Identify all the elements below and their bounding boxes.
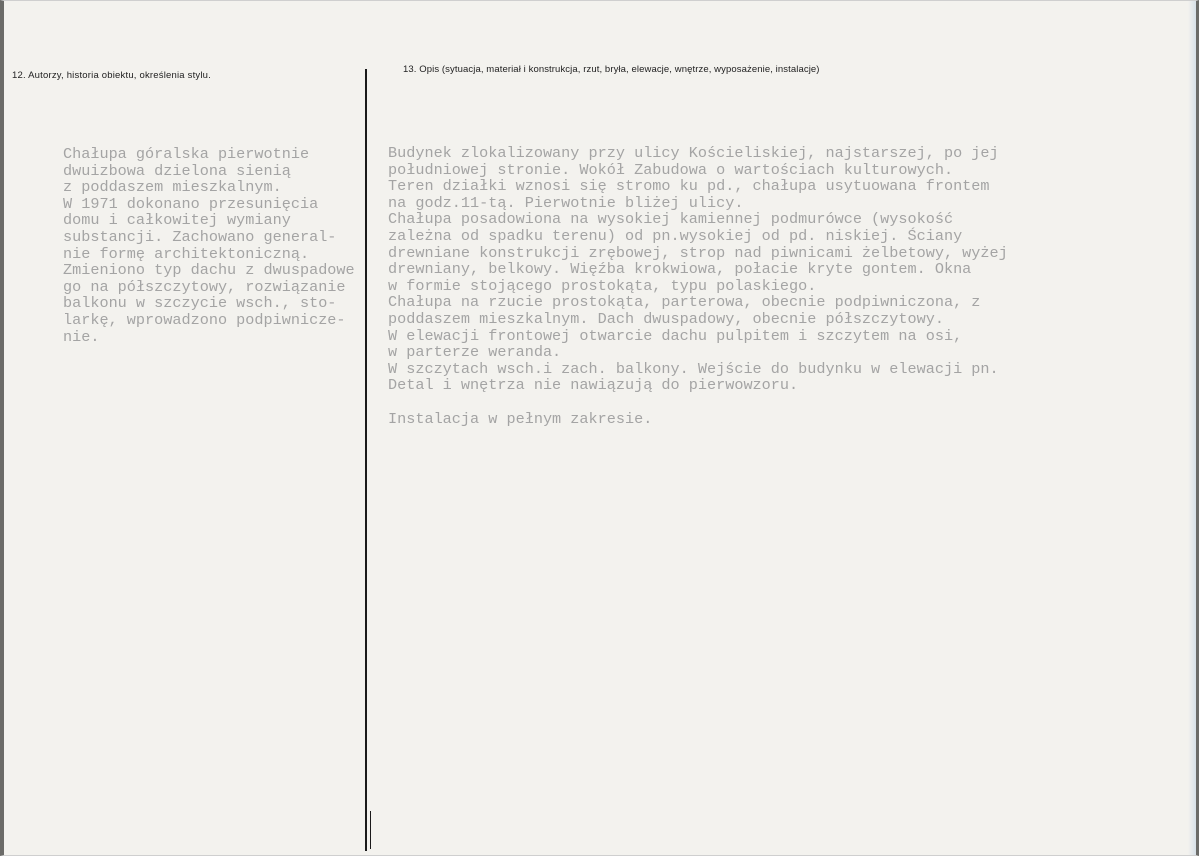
typed-line: Chałupa na rzucie prostokąta, parterowa, obecnie podpiwniczona, z (388, 293, 981, 312)
field-13-label: 13. Opis (sytuacja, materiał i konstrukcja, rzut, bryła, elewacje, wnętrze, wyposażenie, instalacje) (403, 64, 820, 75)
typed-line: Instalacja w pełnym zakresie. (388, 409, 653, 428)
typed-line: balkonu w szczycie wsch., sto- (63, 294, 337, 313)
typed-line: zależna od spadku terenu) od pn.wysokiej od pd. niskiej. Ściany (388, 226, 963, 245)
typed-line: Teren działki wznosi się stromo ku pd., chałupa usytuowana frontem (388, 177, 990, 196)
typed-line: Chałupa góralska pierwotnie (63, 145, 310, 163)
typed-line: larkę, wprowadzono podpiwnicze- (63, 310, 346, 329)
column-divider-stub (370, 811, 371, 849)
typed-line: drewniany, belkowy. Więźba krokwiowa, połacie kryte gontem. Okna (388, 260, 972, 279)
typed-line: Budynek zlokalizowany przy ulicy Kościeliskiej, najstarszej, po jej (388, 144, 999, 162)
typed-line: drewniane konstrukcji zrębowej, strop nad piwnicami żelbetowy, wyżej (388, 243, 1008, 262)
typed-line: z poddaszem mieszkalnym. (63, 178, 282, 197)
typed-line: w parterze weranda. (388, 343, 562, 362)
typed-line: Chałupa posadowiona na wysokiej kamiennej podmurówce (wysokość (388, 210, 954, 229)
typed-line: na godz.11-tą. Pierwotnie bliżej ulicy. (388, 193, 744, 212)
typed-line: dwuizbowa dzielona sienią (63, 161, 291, 180)
typed-line: W elewacji frontowej otwarcie dachu pulpitem i szczytem na osi, (388, 326, 963, 345)
typed-line: go na półszczytowy, rozwiązanie (63, 277, 346, 296)
typed-line: Zmieniono typ dachu z dwuspadowe (63, 261, 355, 280)
typed-line: południowej stronie. Wokół Zabudowa o wartościach kulturowych. (388, 160, 954, 179)
typed-line: nie. (63, 327, 100, 346)
typed-line: substancji. Zachowano general- (63, 227, 337, 246)
typed-line (388, 394, 1008, 411)
column-divider (365, 69, 367, 851)
typed-line: w formie stojącego prostokąta, typu polaskiego. (388, 276, 817, 295)
typed-line: W 1971 dokonano przesunięcia (63, 194, 319, 213)
typed-line: domu i całkowitej wymiany (63, 211, 291, 230)
field-12-label: 12. Autorzy, historia obiektu, określenia stylu. (12, 70, 211, 81)
typed-line: nie formę architektoniczną. (63, 244, 310, 263)
description-text (388, 145, 1008, 427)
typed-line: W szczytach wsch.i zach. balkony. Wejście do budynku w elewacji pn. (388, 359, 999, 378)
authors-history-text (63, 146, 355, 345)
typed-line: poddaszem mieszkalnym. Dach dwuspadowy, obecnie półszczytowy. (388, 309, 944, 328)
typed-line: Detal i wnętrza nie nawiązują do pierwowzoru. (388, 376, 799, 395)
